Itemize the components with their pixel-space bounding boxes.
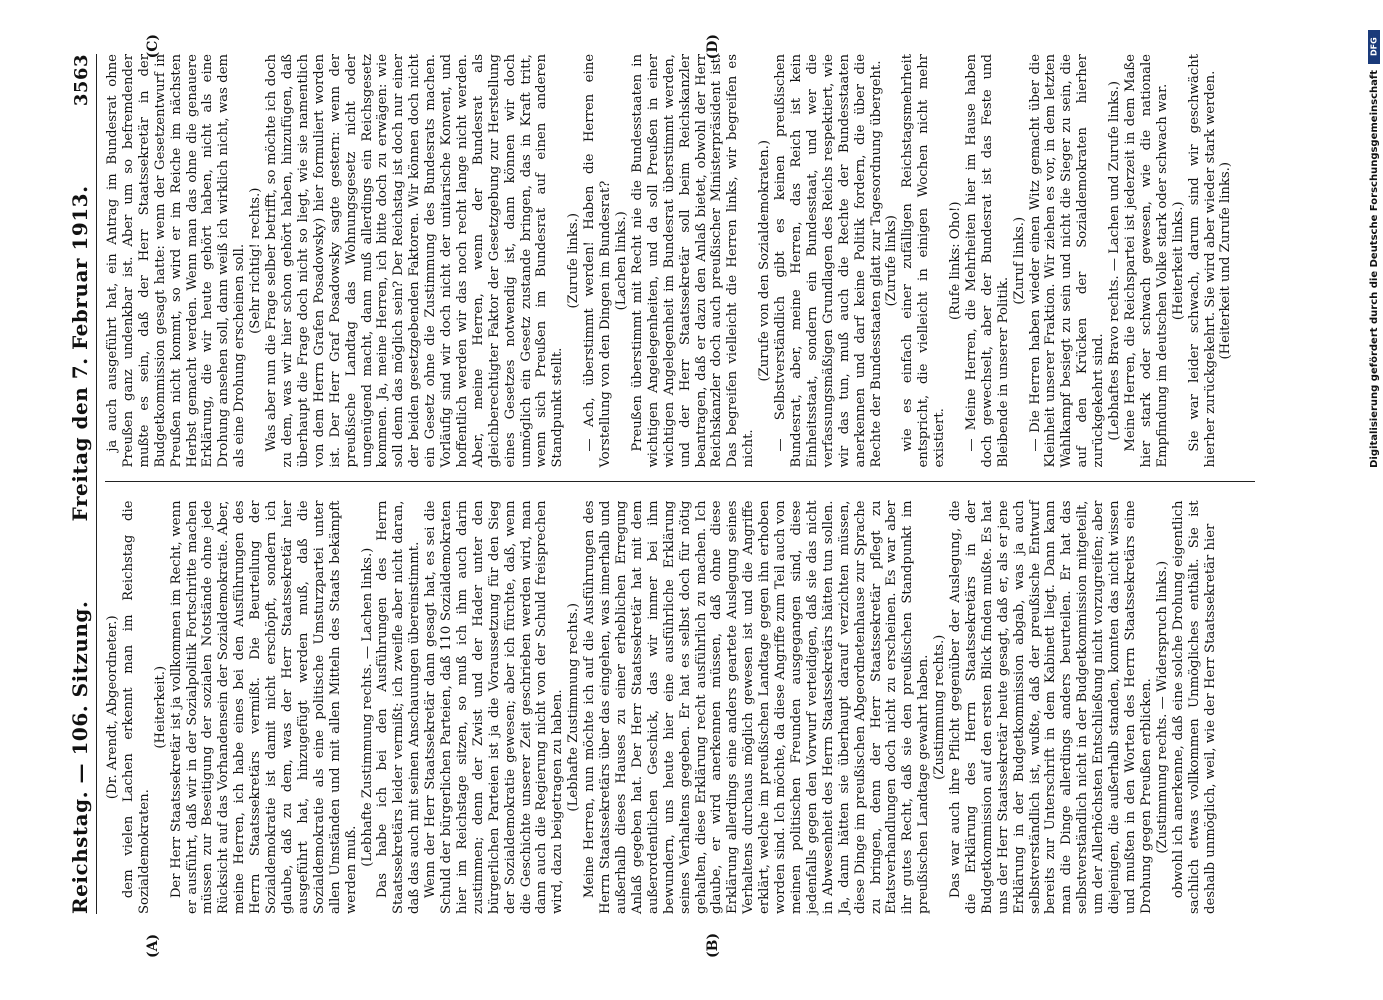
paragraph: Wenn der Herr Staatssekretär dann gesagt hat, es sei die Schuld der bürgerlichen Parteien, daß 110 Sozialdemokraten hier im Reichstage sitzen, so muß ich ihm auch darin zustimmen; denn der Zwist und der Hader unter den bürgerlichen Parteien ist ja die Voraussetzung für den Sieg der Sozialdemokratie gewesen; aber ich fürchte, daß, wenn die Geschichte unserer Zeit geschrieben werden wird, man dann auch die Regierung nicht von der Schuld freisprechen wird, dazu beigetragen zu haben. xyxy=(423,500,566,914)
interjection: (Zustimmung rechts. — Widerspruch links.) xyxy=(1154,560,1170,854)
interjection: (Rufe links: Oho!) xyxy=(948,201,964,320)
digitization-credit xyxy=(1367,30,1381,990)
newspaper-page xyxy=(40,30,1330,970)
interjection: (Sehr richtig! rechts.) xyxy=(248,187,264,334)
interjection: (Lebhafte Zustimmung rechts. — Lachen links.) xyxy=(359,547,375,867)
interjection: (Zurufe von den Sozialdemokraten.) xyxy=(757,140,773,382)
paragraph: Das war auch ihre Pflicht gegenüber der Auslegung, die die Erklärung des Herrn Staatssekretärs in der Budgetkommission auf den ersten Blick finden mußte. Es hat uns der Herr Staatssekretär heute gesagt, daß er, als er jene Erklärung in der Budgetkommission abgab, was ja auch selbstverständlich ist, wußte, daß der preußische Entwurf bereits zur Unterschrift in dem Kabinett liegt. Dann kann man die Dinge allerdings anders beurteilen. Er hat das selbstverständlich nicht in der Budgetkommission mitgeteilt, um der Allerhöchsten Entschließung nicht vorzugreifen; aber diejenigen, die außerhalb standen, konnten das nicht wissen und mußten in den Worten des Herrn Staatssekretärs eine Drohung gegen Preußen erblicken. xyxy=(948,500,1154,914)
paragraph: — Die Herren haben wieder einen Witz gemacht über die Kleinheit unserer Fraktion. Wir ziehen es vor, in dem letzten Wahlkampf besiegt zu sein und nicht die Sieger zu sein, die auf den Krücken der Sozialdemokraten hierher zurückgekehrt sind. xyxy=(1027,54,1107,468)
interjection: (Heiterkeit.) xyxy=(152,665,168,749)
column-left xyxy=(105,501,1255,915)
paragraph: Das habe ich bei den Ausführungen des Herrn Staatssekretärs leider vermißt; ich zweifle aber nicht daran, daß das auch mit seinen Anschauungen übereinstimmt. xyxy=(375,500,423,914)
interjection: (Lebhaftes Bravo rechts. — Lachen und Zurufe links.) xyxy=(1107,80,1123,441)
paragraph: — Ach, überstimmt werden! Haben die Herren eine Vorstellung von den Dingen im Bundesrat? xyxy=(582,54,614,468)
paragraph: dem vielen Lachen erkennt man im Reichstag die Sozialdemokraten. xyxy=(120,500,152,914)
header-left: Reichstag. — 106. Sitzung. xyxy=(68,600,92,914)
paragraph: Meine Herren, nun möchte ich auf die Ausführungen des Herrn Staatssekretärs über das eingehen, was innerhalb und außerhalb dieses Hauses zu einer erheblichen Erregung Anlaß gegeben hat. Der Herr Staatssekretär hat mit dem außerordentlichen Geschick, das wir immer bei ihm bewundern, uns heute hier eine ausführliche Erklärung seines Verhaltens gegeben. Er hat es selbst doch für nötig gehalten, diese Erklärung recht ausführlich zu machen. Ich glaube, er wird anerkennen müssen, daß ohne diese Erklärung allerdings eine anders geartete Auslegung seines Verhaltens durchaus möglich gewesen ist und die Angriffe erklärt, welche im preußischen Landtage gegen ihn erhoben worden sind. Ich möchte, da diese Angriffe zum Teil auch von meinen politischen Freunden ausgegangen sind, diese jedenfalls gegen den Vorwurf verteidigen, daß sie das nicht in Abwesenheit des Herrn Staatssekretärs hätten tun sollen. Ja, dann hätten sie überhaupt darauf verzichten müssen, diese Dinge im preußischen Abgeordnetenhause zur Sprache zu bringen, denn der Herr Staatssekretär pflegt zu Etatsverhandlungen doch nicht zu erscheinen. Es war aber ihr gutes Recht, daß sie den preußischen Standpunkt im preußischen Landtage gewahrt haben. xyxy=(582,500,932,914)
interjection: (Heiterkeit und Zurufe links.) xyxy=(1218,161,1234,360)
paragraph: obwohl ich anerkenne, daß eine solche Drohung eigentlich sachlich etwas vollkommen Unmögliches enthält. Sie ist deshalb unmöglich, weil, wie der Herr Staatssekretär hier xyxy=(1170,500,1218,914)
header-date: Freitag den 7. Februar 1913. xyxy=(68,185,92,522)
margin-marker-b: (B) xyxy=(705,932,721,958)
interjection: (Lebhafte Zustimmung rechts.) xyxy=(566,602,582,812)
paragraph: ja auch ausgeführt hat, ein Antrag im Bundesrat ohne Preußen ganz undenkbar ist. Aber um so befremdender mußte es sein, daß der Herr Staatssekretär in der Budgetkommission gesagt hatte: wenn der Gesetzentwurf in Preußen nicht kommt, so wird er im Reiche im nächsten Herbst gemacht werden. Wenn man das ohne die genauere Erklärung, die wir heute gehört haben, nicht als eine Drohung ansehen soll, dann weiß ich wirklich nicht, was dem als eine Drohung erscheinen soll. xyxy=(105,54,248,468)
margin-marker-a: (A) xyxy=(145,933,161,958)
paragraph: Was aber nun die Frage selber betrifft, so möchte ich doch zu dem, was wir hier schon gehört haben, hinzufügen, daß überhaupt die Frage doch nicht so liegt, wie sie namentlich von dem Herrn Grafen Posadowsky) hier formuliert worden ist. Der Herr Graf Posadowsky sagte gestern: wenn der preußische Landtag das Wohnungsgesetz nicht oder ungenügend macht, dann muß allerdings ein Reichsgesetz kommen. Ja, meine Herren, ich bitte doch zu erwägen: wie soll denn das möglich sein? Der Reichstag ist doch nur einer der beiden gesetzgebenden Faktoren. Wir können doch nicht ein Gesetz ohne die Zustimmung des Bundesrats machen. Vorläufig sind wir doch nicht der unitarische Konvent, und hoffentlich werden wir das noch recht lange nicht werden. Aber, meine Herren, wenn der Bundesrat als gleichberechtigter Faktor der Gesetzgebung zur Herstellung eines Gesetzes notwendig ist, dann können wir doch unmöglich ein Gesetz zustande bringen, das in Kraft tritt, wenn sich Preußen im Bundesrat auf einen anderen Standpunkt stellt. xyxy=(264,54,566,468)
credit-text: Digitalisierung gefördert durch die Deutsche Forschungsgemeinschaft xyxy=(1368,70,1380,468)
speaker-note: (Dr. Arendt, Abgeordneter.) xyxy=(105,615,120,800)
paragraph: wie es einfach einer zufälligen Reichstagsmehrheit entspricht, die vielleicht in einigen Wochen nicht mehr existiert. xyxy=(900,54,948,468)
paragraph: Preußen überstimmt mit Recht nie die Bundesstaaten in wichtigen Angelegenheiten, und da soll Preußen in einer wichtigen Angelegenheit im Bundesrat überstimmt werden, und der Herr Staatssekretär soll beim Reichskanzler beantragen, daß er dazu den Anlaß bietet, obwohl der Herr Reichskanzler doch auch preußischer Ministerpräsident ist. Das begreifen vielleicht die Herren links, wir begreifen es nicht. xyxy=(629,54,757,468)
interjection: (Lachen links.) xyxy=(614,211,629,311)
paragraph: Sie war leider schwach, darum sind wir geschwächt hierher zurückgekehrt. Sie wird aber wieder stark werden. xyxy=(1186,54,1218,468)
page-header xyxy=(68,54,97,914)
interjection: (Zurufe links.) xyxy=(566,213,582,309)
paragraph: Meine Herren, die Reichspartei ist jederzeit in dem Maße hier stark oder schwach gewesen, wie die nationale Empfindung im deutschen Volke stark oder schwach war. xyxy=(1123,54,1170,468)
page-number: 3563 xyxy=(71,54,92,107)
interjection: (Zurufe links) xyxy=(884,215,900,307)
dfg-logo: DFG xyxy=(1368,30,1380,64)
paragraph: — Selbstverständlich gibt es keinen preußischen Bundesrat, aber, meine Herren, das Reich ist kein Einheitsstaat, sondern ein Bundesstaat, und wer die verfassungsmäßigen Grundlagen des Reichs respektiert, wie wir das tun, muß auch die Rechte der Bundesstaaten anerkennen und darf keine Politik fordern, die über die Rechte der Bundesstaaten glatt zur Tagesordnung übergeht. xyxy=(773,54,884,468)
interjection: (Zustimmung rechts.) xyxy=(932,634,948,780)
interjection: (Heiterkeit links.) xyxy=(1170,201,1186,321)
margin-marker-d: (D) xyxy=(705,34,721,60)
paragraph: Der Herr Staatssekretär ist ja vollkommen im Recht, wenn er ausführt, daß wir in der Sozialpolitik Fortschritte machen müssen zur Beseitigung der sozialen Notstände ohne jede Rücksicht auf das Vorhandensein der Sozialdemokratie. Aber, meine Herren, ich habe eines bei den Ausführungen des Herrn Staatssekretärs vermißt. Die Beurteilung der Sozialdemokratie ist damit nicht erschöpft, sondern ich glaube, daß zu dem, was der Herr Staatssekretär hier ausgeführt hat, hinzugefügt werden muß, daß die Sozialdemokratie als eine politische Umsturzpartei unter allen Umständen und mit allen Mitteln des Staats bekämpft werden muß. xyxy=(168,500,359,914)
paragraph: — Meine Herren, die Mehrheiten hier im Hause haben doch gewechselt, aber der Bundesrat ist das Feste und Bleibende in unserer Politik. xyxy=(963,54,1011,468)
margin-marker-c: (C) xyxy=(145,34,161,59)
interjection: (Zuruf links.) xyxy=(1011,216,1027,305)
column-right xyxy=(105,34,1255,483)
